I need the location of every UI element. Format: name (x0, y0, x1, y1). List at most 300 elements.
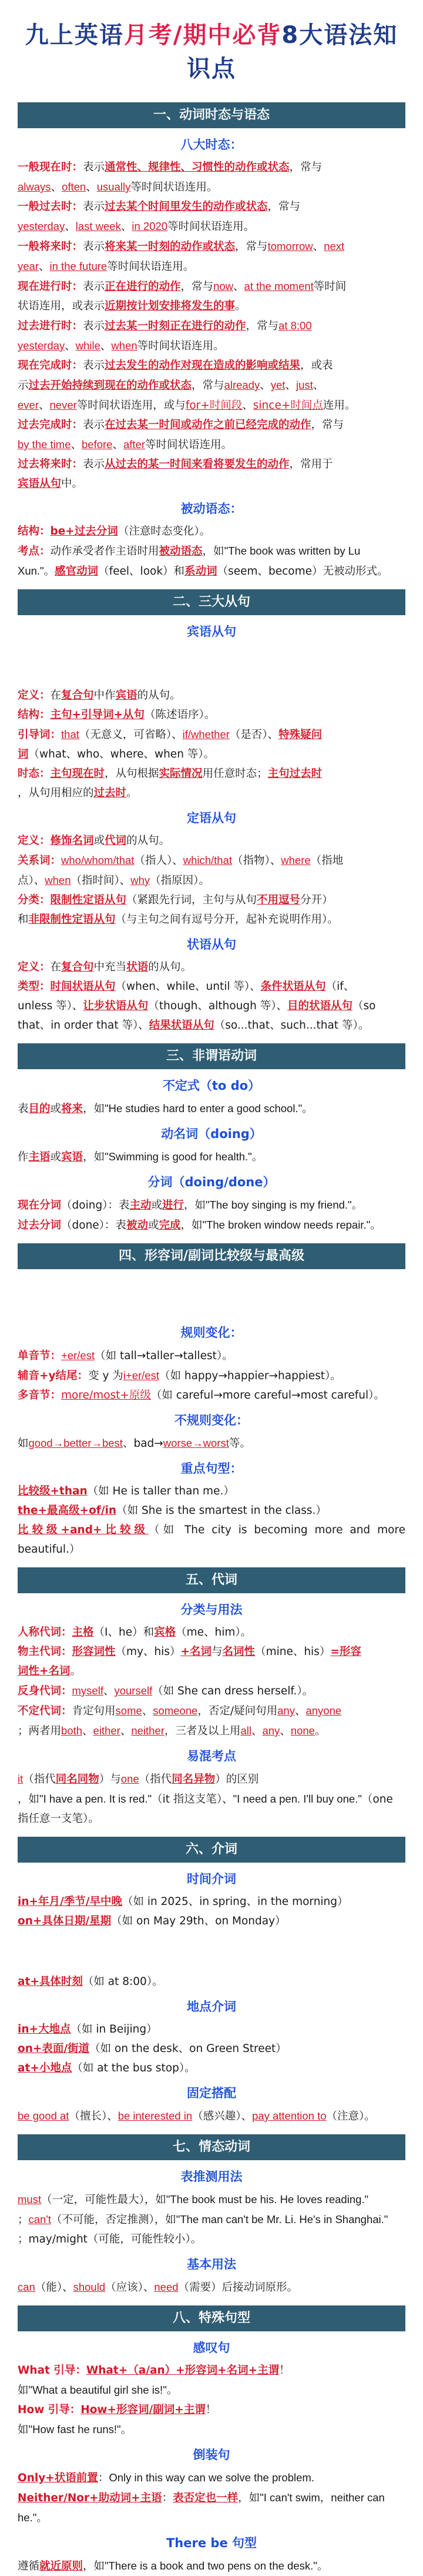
spacer (18, 1276, 405, 1317)
title-part-must: 必背 (232, 22, 282, 49)
section-banner-special: 八、特殊句型 (18, 2305, 405, 2331)
text-line (18, 1623, 405, 1642)
text-line (18, 1099, 405, 1119)
key-phrase: 比较级+than (18, 1485, 88, 1497)
title-part-grade: 九上英语 (25, 22, 124, 49)
text: 等时间状语连用。 (145, 439, 233, 451)
example: "I can't swim，neither can (260, 2491, 385, 2504)
text: ）与 (99, 1773, 121, 1786)
text: （done）：表 (61, 1219, 126, 1232)
text-line (18, 890, 405, 910)
text-line (18, 1147, 405, 1167)
keyword: need (154, 2281, 179, 2293)
text-line (18, 2468, 405, 2488)
text-line (18, 1215, 405, 1235)
text: 中。 (61, 478, 83, 490)
text-line (18, 356, 405, 375)
text: ； (18, 2214, 29, 2226)
text: 遵循 (18, 2560, 40, 2572)
text-line: always、often、usually等时间状语连用。 (18, 181, 218, 193)
text: 等时间状语连用。 (167, 221, 255, 233)
text: （if、 (325, 980, 355, 993)
key-phrase: 过去时 (93, 787, 127, 799)
text: 如 (18, 1437, 29, 1450)
text: （指原因）。 (150, 875, 210, 887)
keyword: when (111, 339, 137, 352)
example: "There is a book and two pens on the desk."。 (105, 2560, 328, 2572)
tense-label: 一般将来时： (18, 241, 83, 253)
subheading-gerund: 动名词（doing） (161, 1127, 262, 1141)
text-line (18, 831, 405, 850)
text: （指代 (139, 1773, 172, 1786)
text: （如 on May 29th、on Monday） (111, 1915, 286, 1927)
keyword: usually (96, 181, 131, 193)
label: 定义： (18, 689, 51, 702)
text: ，如 (180, 1219, 203, 1232)
keyword: should (73, 2281, 106, 2293)
keyword: already (224, 379, 260, 391)
key-phrase: 被动 (126, 1219, 148, 1232)
text: （不可能，否定推测），如 (51, 2214, 176, 2226)
text-line (18, 745, 405, 764)
text-line (18, 996, 405, 1016)
text-line: 现在进行时：表示正在进行的动作，常与now、at the moment等时间 (18, 280, 347, 293)
label: 定义： (18, 961, 51, 973)
text: 或 (151, 1199, 162, 1212)
keyword: in 2020 (132, 220, 168, 232)
key-phrase: 特殊疑问 (278, 729, 323, 741)
text: （注意时态变化）。 (118, 525, 211, 538)
text-line (18, 1386, 405, 1405)
key-phrase: 条件状语从句 (260, 980, 326, 993)
key-phrase: 词性+名词 (18, 1665, 70, 1677)
text-line (18, 1701, 405, 1721)
subheading-speculation: 表推测用法 (180, 2170, 243, 2184)
keyword: neither (131, 1724, 164, 1737)
tense-label: 现在完成时： (18, 359, 83, 372)
text: ，常用于 (289, 458, 333, 471)
key-phrase: 完成 (159, 1219, 181, 1232)
subheading-key-patterns: 重点句型： (180, 1461, 243, 1476)
keyword: at the moment (244, 280, 314, 292)
text: 表示 (83, 201, 105, 213)
text: （what、who、where、when 等）。 (28, 748, 215, 760)
text-line (18, 522, 405, 541)
subheading-object-clause: 宾语从句 (187, 625, 236, 639)
text: （指代 (23, 1773, 56, 1786)
keyword: now (213, 280, 234, 292)
text: （feel、look）和 (98, 565, 185, 578)
label: 时态： (18, 768, 51, 780)
text-line (18, 561, 405, 581)
text: （注意）。 (326, 2110, 375, 2123)
text-line (18, 2488, 405, 2508)
text-line (18, 2277, 405, 2297)
label: 多音节： (18, 1389, 62, 1402)
key-phrase: =形容 (330, 1646, 361, 1658)
text-line (18, 2508, 405, 2528)
text: （指物）、 (232, 855, 281, 867)
text: （与主句之间有逗号分开，起补充说明作用）。 (115, 913, 338, 926)
text-line (18, 1911, 405, 1931)
key-phrase: 结果状语从句 (149, 1019, 214, 1032)
text-line (18, 2361, 405, 2380)
key-phrase: 将来某一时刻的动作或状态 (105, 241, 236, 253)
text: （如 careful→more careful→most careful）。 (150, 1389, 385, 1402)
text: （应该）、 (105, 2281, 155, 2294)
text-line (18, 2556, 405, 2576)
keyword: +er/est (61, 1349, 95, 1362)
text-line (18, 415, 405, 435)
section-banner-preposition: 六、介词 (18, 1837, 405, 1863)
text: 。 (70, 1665, 82, 1677)
keyword: yesterday (18, 339, 65, 352)
text-line (18, 783, 405, 803)
text-line (18, 2106, 405, 2126)
key-phrase: 正在进行的动作 (105, 281, 181, 293)
key-phrase: How+形容词/副词+主谓 (80, 2404, 206, 2416)
text: 变 y 为 (88, 1370, 123, 1382)
text: that、in order that 等）、 (18, 1019, 149, 1032)
tense-label: 过去完成时： (18, 419, 83, 431)
subheading-passive: 被动语态： (180, 502, 243, 516)
label: 辅音+y结尾： (18, 1370, 89, 1382)
key-phrase: 让步状语从句 (83, 1000, 149, 1012)
keyword: either (93, 1724, 120, 1737)
keyword: at 8:00 (278, 319, 312, 332)
key-phrase: 复合句 (61, 961, 94, 973)
text: 的从句。 (137, 689, 181, 702)
text: 表示 (83, 458, 105, 471)
keyword: must (18, 2193, 42, 2205)
keyword: why (130, 874, 150, 886)
key-phrase: 宾语 (115, 689, 137, 702)
text-line (18, 1642, 405, 1661)
key-phrase: 就近原则 (39, 2560, 83, 2572)
label: 过去分词 (18, 1219, 62, 1232)
key-phrase: 非限制性定语从句 (28, 913, 116, 926)
text-line (18, 910, 405, 929)
key-phrase: 进行 (162, 1199, 184, 1212)
text: （mine、his） (255, 1646, 331, 1658)
text: ，常与 (289, 161, 323, 173)
text-line (18, 2420, 405, 2440)
text-line (18, 1661, 405, 1681)
text-line (18, 1016, 405, 1035)
text: 连用。 (323, 399, 356, 412)
keyword: can (18, 2281, 35, 2293)
section-banner-comparison: 四、形容词/副词比较级与最高级 (18, 1243, 405, 1269)
subheading-basic-usage: 基本用法 (187, 2257, 236, 2271)
keyword: never (49, 399, 77, 411)
text-line (18, 197, 405, 216)
text: 肯定句用 (72, 1705, 116, 1717)
keyword: good→better→best (28, 1437, 123, 1449)
text: ，从句根据 (105, 768, 159, 780)
tense-label: 过去进行时： (18, 320, 83, 332)
text: 与 (212, 1646, 223, 1658)
text: ，如 (83, 1103, 105, 1115)
text: ，常与 (235, 241, 268, 253)
text: ，如 (202, 545, 224, 558)
example: he."。 (18, 2511, 48, 2524)
title-part-exam: 月考/期中 (123, 22, 233, 49)
text: 表示 (83, 359, 105, 372)
text: 中充当 (93, 961, 127, 973)
key-phrase: 同名同物 (55, 1773, 99, 1786)
label: 物主代词： (18, 1646, 72, 1658)
tense-label: 过去将来时： (18, 458, 83, 471)
text: ）的区别 (215, 1773, 259, 1786)
text: （如 in 2025、in spring、in the morning） (122, 1896, 348, 1908)
keyword: that (61, 728, 79, 740)
text: ，常与 (180, 281, 214, 293)
subheading-fixed-collocation: 固定搭配 (187, 2086, 236, 2100)
keyword: where (281, 854, 311, 866)
keyword: often (62, 181, 86, 193)
label: 单音节： (18, 1350, 62, 1362)
text-line (18, 1346, 405, 1366)
text: ；两者用 (18, 1725, 62, 1737)
key-phrase: 通常性、规律性、习惯性的动作或状态 (105, 161, 290, 173)
key-phrase: 形容词性 (72, 1646, 116, 1658)
text-line (18, 541, 405, 561)
keyword: yesterday (18, 220, 65, 232)
text-line (18, 725, 405, 745)
text: 等。 (229, 1437, 251, 1450)
text: ，常与 (267, 201, 301, 213)
text: 或 (50, 1103, 62, 1115)
key-phrase: 时间状语从句 (50, 980, 116, 993)
text: 用任意时态； (202, 768, 268, 780)
text: （doing）：表 (61, 1199, 130, 1212)
text: ，如 (18, 1793, 40, 1806)
example: "I have a pen. It is red." (39, 1793, 152, 1805)
example: "I need a pen. I'll buy one." (233, 1793, 362, 1805)
text: （指人）、 (134, 855, 183, 867)
label: What 引导： (18, 2364, 86, 2377)
key-phrase: 复合句 (61, 689, 94, 702)
text: （I、he）和 (93, 1626, 155, 1639)
text: （如 at the bus stop）。 (72, 2062, 196, 2074)
text: 和 (18, 913, 29, 926)
text: ，如 (83, 2560, 105, 2572)
key-phrase: in+年月/季节/早中晚 (18, 1896, 123, 1908)
keyword: year (18, 260, 39, 272)
key-phrase: 在过去某一时间或动作之前已经完成的动作 (105, 419, 311, 431)
text: 指任意一支笔）。 (18, 1813, 99, 1825)
key-phrase: 实际情况 (159, 768, 203, 780)
section-banner-modal: 七、情态动词 (18, 2134, 405, 2160)
text: 。 (235, 300, 246, 312)
key-phrase: 限制性定语从句 (50, 894, 127, 906)
text-line (18, 1721, 405, 1741)
text: 在 (50, 961, 62, 973)
text: ，三者及以上用 (164, 1725, 241, 1737)
key-phrase: 目的 (28, 1103, 51, 1115)
text: （如 He is taller than me.） (87, 1485, 234, 1497)
example: Only in this way can we solve the problem. (109, 2471, 314, 2484)
keyword: pay attention to (252, 2110, 327, 2122)
example: "Swimming is good for health."。 (105, 1150, 263, 1163)
text: （me、him）。 (176, 1626, 252, 1639)
text: ，如 (83, 1151, 105, 1163)
label: 关系词： (18, 855, 62, 867)
text-line (18, 1481, 405, 1501)
text-line (18, 1195, 405, 1215)
keyword: for+时间段 (185, 399, 243, 412)
example: "The broken window needs repair."。 (202, 1219, 381, 1231)
keyword: when (45, 874, 71, 886)
keyword: yet (270, 379, 286, 391)
section-banner-tense: 一、动词时态与语态 (18, 102, 405, 128)
keyword: someone (153, 1704, 198, 1717)
text-line (18, 1769, 405, 1789)
keyword: by the time (18, 438, 71, 451)
key-phrase: 宾语从句 (18, 478, 62, 490)
key-phrase: be+过去分词 (50, 525, 118, 538)
text-line (18, 2400, 405, 2420)
text-line (18, 2210, 405, 2230)
text: 或 (93, 835, 105, 847)
text: 等时间状语连用。 (107, 261, 194, 273)
subheading-place-prep: 地点介词 (187, 2000, 236, 2014)
text: （如 happy→happier→happiest）。 (159, 1370, 341, 1382)
text: 动作承受者作主语时用 (50, 545, 159, 558)
key-phrase: 同名异物 (172, 1773, 216, 1786)
keyword: in the future (49, 260, 108, 272)
keyword: after (123, 438, 146, 451)
key-phrase: on+具体日期/星期 (18, 1915, 112, 1927)
keyword: some (115, 1704, 142, 1717)
subheading-inversion: 倒装句 (193, 2448, 230, 2462)
text: 表示 (83, 241, 105, 253)
key-phrase: 名词性 (222, 1646, 256, 1658)
tense-label: 一般现在时： (18, 161, 83, 173)
keyword: be good at (18, 2110, 69, 2122)
subheading-time-prep: 时间介词 (187, 1872, 236, 1886)
text: 点）、 (18, 875, 45, 887)
section-banner-pronoun: 五、代词 (18, 1567, 405, 1593)
key-phrase: Only+状语前置 (18, 2472, 98, 2484)
text-line (18, 870, 405, 890)
key-phrase: 主句+引导词+从句 (50, 709, 145, 721)
keyword: next (324, 240, 345, 252)
text: ，常与 (192, 379, 224, 392)
text: 。 (314, 1725, 326, 1737)
text: （是否）、 (229, 729, 279, 741)
label: 类型： (18, 980, 51, 993)
text: （如 The city is becoming more and more beautiful.） (18, 1524, 405, 1556)
subheading-there-be: There be 句型 (166, 2536, 257, 2550)
text: ！ (279, 2364, 290, 2377)
text-line (18, 1789, 405, 1809)
label: 结构： (18, 709, 51, 721)
label: 现在分词 (18, 1199, 62, 1212)
text-line (18, 957, 405, 977)
label: 定义： (18, 835, 51, 847)
key-phrase: 过去开始持续到现在的动作或状态 (28, 379, 192, 392)
text: （如 at 8:00）。 (82, 1976, 163, 1988)
text: 中作 (93, 689, 116, 702)
subheading-infinitive: 不定式（to do） (162, 1079, 261, 1093)
label: 分类： (18, 894, 51, 906)
section-banner-nonfinite: 三、非谓语动词 (18, 1043, 405, 1069)
key-phrase: 感官动词 (55, 565, 99, 578)
text-line (18, 1433, 405, 1453)
text: 示 (18, 379, 29, 392)
text: ！ (205, 2404, 217, 2416)
text: 表 (18, 1103, 29, 1115)
text-line: 示过去开始持续到现在的动作或状态，常与already、yet、just、 (18, 379, 324, 392)
text-line (18, 474, 405, 493)
text: （如 She can dress herself.）。 (152, 1685, 314, 1697)
key-phrase: 不用逗号 (257, 894, 301, 906)
key-phrase: Neither/Nor+助动词+主语 (18, 2492, 162, 2504)
subheading-adverbial-clause: 状语从句 (187, 937, 236, 952)
text: （一定，可能性最大），如 (41, 2194, 166, 2206)
example: "The boy singing is my friend."。 (206, 1199, 363, 1211)
text: 。 (166, 2384, 178, 2397)
key-phrase: +名词 (180, 1646, 212, 1658)
text: 、 (294, 1705, 306, 1717)
text-line: year、in the future等时间状语连用。 (18, 260, 194, 273)
text: ： (98, 2472, 109, 2484)
text: 。 (126, 787, 137, 799)
keyword: worse→worst (163, 1437, 229, 1449)
subheading-participle: 分词（doing/done） (147, 1175, 276, 1189)
keyword: all (240, 1724, 251, 1737)
text: （my、his） (115, 1646, 181, 1658)
key-phrase: 过去某一时刻正在进行的动作 (105, 320, 246, 332)
keyword: anyone (306, 1704, 342, 1717)
key-phrase: 宾语 (61, 1151, 83, 1163)
text-line (18, 2380, 405, 2400)
keyword: since+时间点 (253, 399, 323, 412)
key-phrase: 被动语态 (159, 545, 203, 558)
text: （如 in Beijing） (70, 2023, 157, 2036)
text: 表示 (83, 419, 105, 431)
text: ，或表 (300, 359, 333, 372)
text-line: 一般将来时：表示将来某一时刻的动作或状态，常与tomorrow、next (18, 240, 345, 253)
keyword: last week (75, 220, 121, 232)
keyword: be interested in (118, 2110, 193, 2122)
keyword: both (61, 1724, 83, 1737)
key-phrase: 从过去的某一时间来看将要发生的动作 (105, 458, 290, 471)
text: （感兴趣）、 (192, 2110, 252, 2123)
key-phrase: 主语 (28, 1151, 51, 1163)
keyword: any (277, 1704, 295, 1717)
keyword: i+er/est (123, 1369, 159, 1382)
label: 不定代词： (18, 1705, 72, 1717)
subheading-attributive-clause: 定语从句 (187, 811, 236, 825)
key-phrase: 宾格 (154, 1626, 176, 1639)
text: ，常与 (246, 320, 279, 332)
tense-label: 一般过去时： (18, 201, 83, 213)
page-title (18, 0, 405, 94)
text: 表示 (83, 320, 105, 332)
text-line (18, 1972, 405, 1991)
text-line (18, 1681, 405, 1701)
spacer (18, 645, 405, 686)
text-line (18, 2058, 405, 2078)
key-phrase: 主动 (129, 1199, 152, 1212)
text-line (18, 455, 405, 474)
text: （指地 (310, 855, 344, 867)
text-line (18, 2039, 405, 2058)
key-phrase: 目的状语从句 (287, 1000, 353, 1012)
key-phrase: the+最高级+of/in (18, 1504, 117, 1517)
